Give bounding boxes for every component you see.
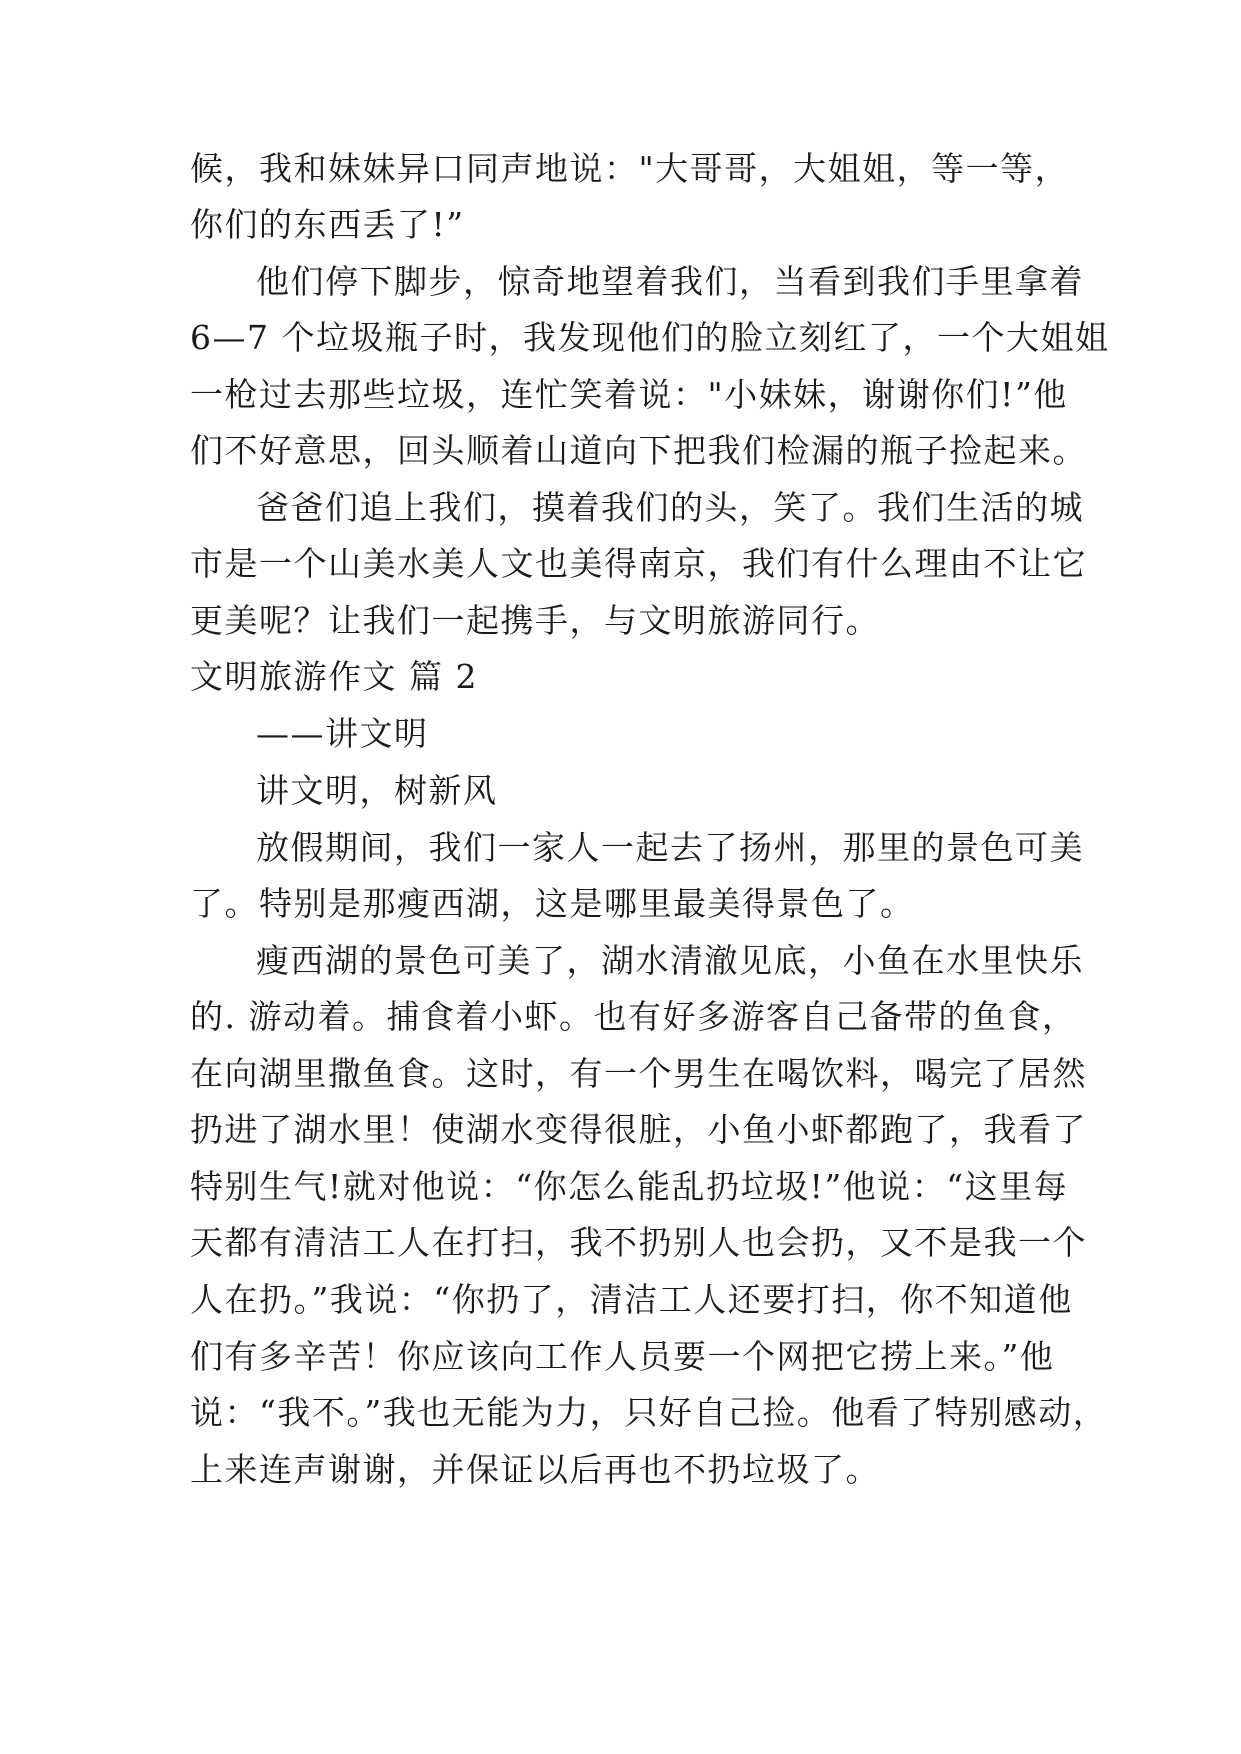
text-line: 放假期间，我们一家人一起去了扬州，那里的景色可美 — [256, 828, 1084, 867]
text-line: 他们停下脚步，惊奇地望着我们，当看到我们手里拿着 — [256, 262, 1084, 301]
text-line: 说：“我不。”我也无能为力，只好自己捡。他看了特别感动， — [190, 1393, 1108, 1432]
text-line: 6—7 个垃圾瓶子时，我发现他们的脸立刻红了，一个大姐姐 — [190, 318, 1110, 357]
text-line: 瘦西湖的景色可美了，湖水清澈见底，小鱼在水里快乐 — [256, 941, 1084, 980]
text-line: 候，我和妹妹异口同声地说："大哥哥，大姐姐，等一等， — [190, 149, 1070, 188]
text-line: 上来连声谢谢，并保证以后再也不扔垃圾了。 — [190, 1450, 880, 1489]
text-line: 特别生气!就对他说：“你怎么能乱扔垃圾!”他说：“这里每 — [190, 1167, 1069, 1206]
subtitle-line: 讲文明，树新风 — [256, 771, 498, 810]
subtitle-line: ——讲文明 — [256, 714, 429, 753]
text-line: 们有多辛苦！你应该向工作人员要一个网把它捞上来。”他 — [190, 1337, 1055, 1376]
text-line: 在向湖里撒鱼食。这时，有一个男生在喝饮料，喝完了居然 — [190, 1054, 1087, 1093]
text-line: 了。特别是那瘦西湖，这是哪里最美得景色了。 — [190, 884, 915, 923]
text-line: 扔进了湖水里！使湖水变得很脏，小鱼小虾都跑了，我看了 — [190, 1110, 1087, 1149]
text-line: 爸爸们追上我们，摸着我们的头，笑了。我们生活的城 — [256, 488, 1084, 527]
text-line: 一枪过去那些垃圾，连忙笑着说："小妹妹，谢谢你们!”他 — [190, 375, 1068, 414]
text-line: 天都有清洁工人在打扫，我不扔别人也会扔，又不是我一个 — [190, 1223, 1087, 1262]
text-line: 的. 游动着。捕食着小虾。也有好多游客自己备带的鱼食， — [190, 997, 1077, 1036]
text-line: 你们的东西丢了!” — [190, 205, 465, 244]
text-line: 市是一个山美水美人文也美得南京，我们有什么理由不让它 — [190, 544, 1087, 583]
text-line: 人在扔。”我说：“你扔了，清洁工人还要打扫，你不知道他 — [190, 1280, 1073, 1319]
text-line: 们不好意思，回头顺着山道向下把我们检漏的瓶子捡起来。 — [190, 431, 1087, 470]
section-heading: 文明旅游作文 篇 2 — [190, 657, 478, 696]
text-line: 更美呢？让我们一起携手，与文明旅游同行。 — [190, 601, 880, 640]
